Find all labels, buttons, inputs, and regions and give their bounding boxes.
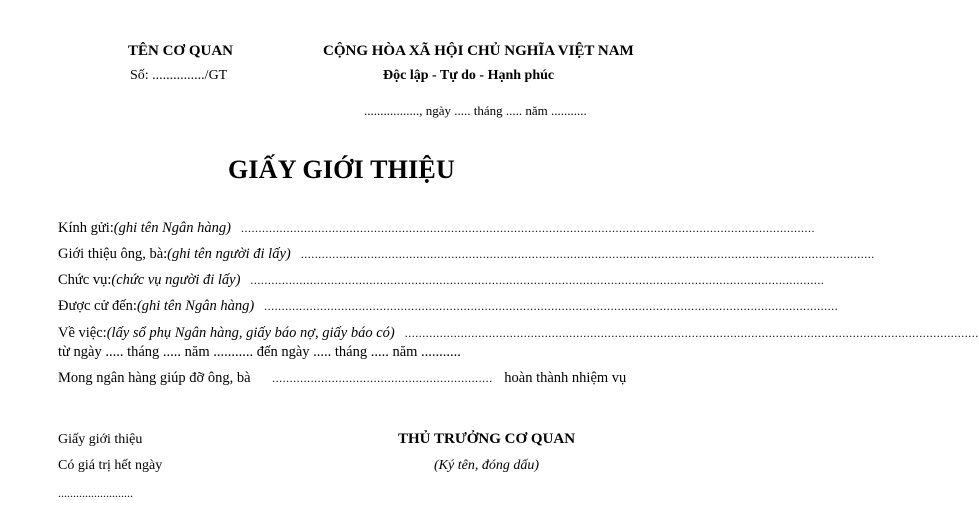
fill-line: .................................................................................................................................................................... [300,247,875,261]
date-line: ................., ngày ..... tháng ..... năm ........... [364,103,587,118]
agency-name: TÊN CƠ QUAN [128,43,234,59]
national-motto: Độc lập - Tự do - Hạnh phúc [383,68,555,83]
field-introduced-person [58,246,875,263]
signatory-title: THỦ TRƯỞNG CƠ QUAN [398,431,576,447]
field-hint: (ghi tên Ngân hàng) [136,298,255,314]
fill-line: .................................................................................................................................................................... [241,221,815,235]
field-position [58,272,825,289]
field-hint: (chức vụ người đi lấy) [111,272,241,288]
field-label: Được cử đến: [58,298,137,314]
assist-suffix: hoàn thành nhiệm vụ [504,370,627,386]
assist-prefix: Mong ngân hàng giúp đỡ ông, bà [58,370,251,386]
field-hint: (ghi tên Ngân hàng) [113,220,231,236]
validity-expiry: Có giá trị hết ngày [58,458,163,473]
field-hint: (ghi tên người đi lấy) [167,246,291,262]
validity-label: Giấy giới thiệu [58,432,143,447]
assist-fill-line: ............................................................... [272,371,493,385]
assist-line [58,370,626,387]
field-recipient [58,220,815,237]
validity-fill-line: ......................... [58,486,133,500]
signature-note: (Ký tên, đóng dấu) [434,458,539,473]
field-regarding [58,325,979,342]
field-label: Chức vụ: [58,272,112,288]
field-label: Về việc: [58,325,107,341]
fill-line: .................................................................................................................................................................... [250,273,825,287]
fill-line: .................................................................................................................................................................... [264,299,839,313]
field-label: Kính gửi: [58,220,114,236]
republic-heading: CỘNG HÒA XÃ HỘI CHỦ NGHĨA VIỆT NAM [323,43,634,59]
page-title: GIẤY GIỚI THIỆU [228,155,455,184]
field-sent-to [58,298,839,315]
field-label: Giới thiệu ông, bà: [58,246,168,262]
document-number: Số: .............../GT [130,68,228,83]
period-line: từ ngày ..... tháng ..... năm ........... đến ngày ..... tháng ..... năm ........... [58,344,461,360]
field-hint: (lấy sổ phụ Ngân hàng, giấy báo nợ, giấy báo có) [106,325,395,341]
fill-line: .................................................................................................................................................................... [404,326,979,340]
